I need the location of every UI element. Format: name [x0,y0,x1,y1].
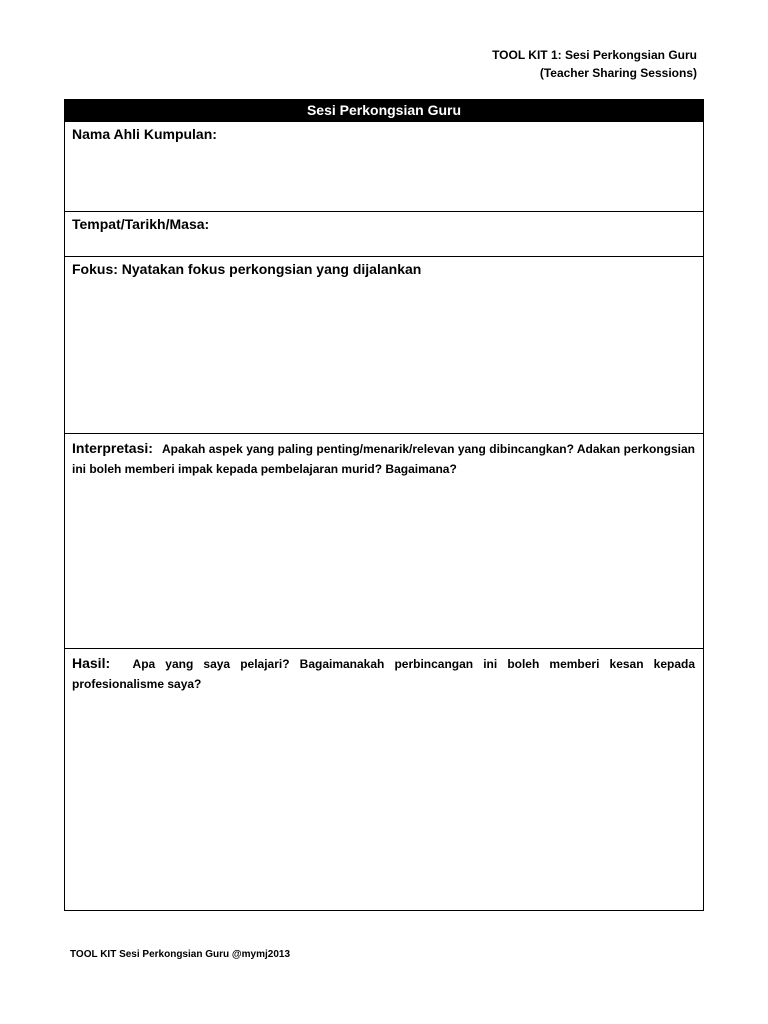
place-date-time-field[interactable] [65,211,703,256]
interpretation-field[interactable] [65,433,703,648]
focus-field[interactable] [65,256,703,433]
header-note [492,46,697,82]
result-field[interactable] [65,648,703,910]
focus-label: Fokus: Nyatakan fokus perkongsian yang dijalankan [72,261,422,277]
result-prompt: Apa yang saya pelajari? Bagaimanakah perbincangan ini boleh memberi kesan kepada profesionalisme saya? [72,657,695,691]
footer-note: TOOL KIT Sesi Perkongsian Guru @mymj2013 [70,949,291,960]
place-date-time-label: Tempat/Tarikh/Masa: [72,216,210,232]
group-members-field[interactable] [65,121,703,211]
sharing-session-form [64,99,704,911]
header-line-2: (Teacher Sharing Sessions) [539,66,697,80]
group-members-label: Nama Ahli Kumpulan: [72,126,217,142]
interpretation-prompt: Apakah aspek yang paling penting/menarik/relevan yang dibincangkan? Adakan perkongsian ini boleh memberi impak kepada pembelajaran murid? Bagaimana? [72,442,695,476]
result-label: Hasil: [72,655,111,671]
interpretation-label: Interpretasi: [72,440,153,456]
form-title: Sesi Perkongsian Guru [65,100,703,121]
header-line-1: TOOL KIT 1: Sesi Perkongsian Guru [492,48,697,62]
